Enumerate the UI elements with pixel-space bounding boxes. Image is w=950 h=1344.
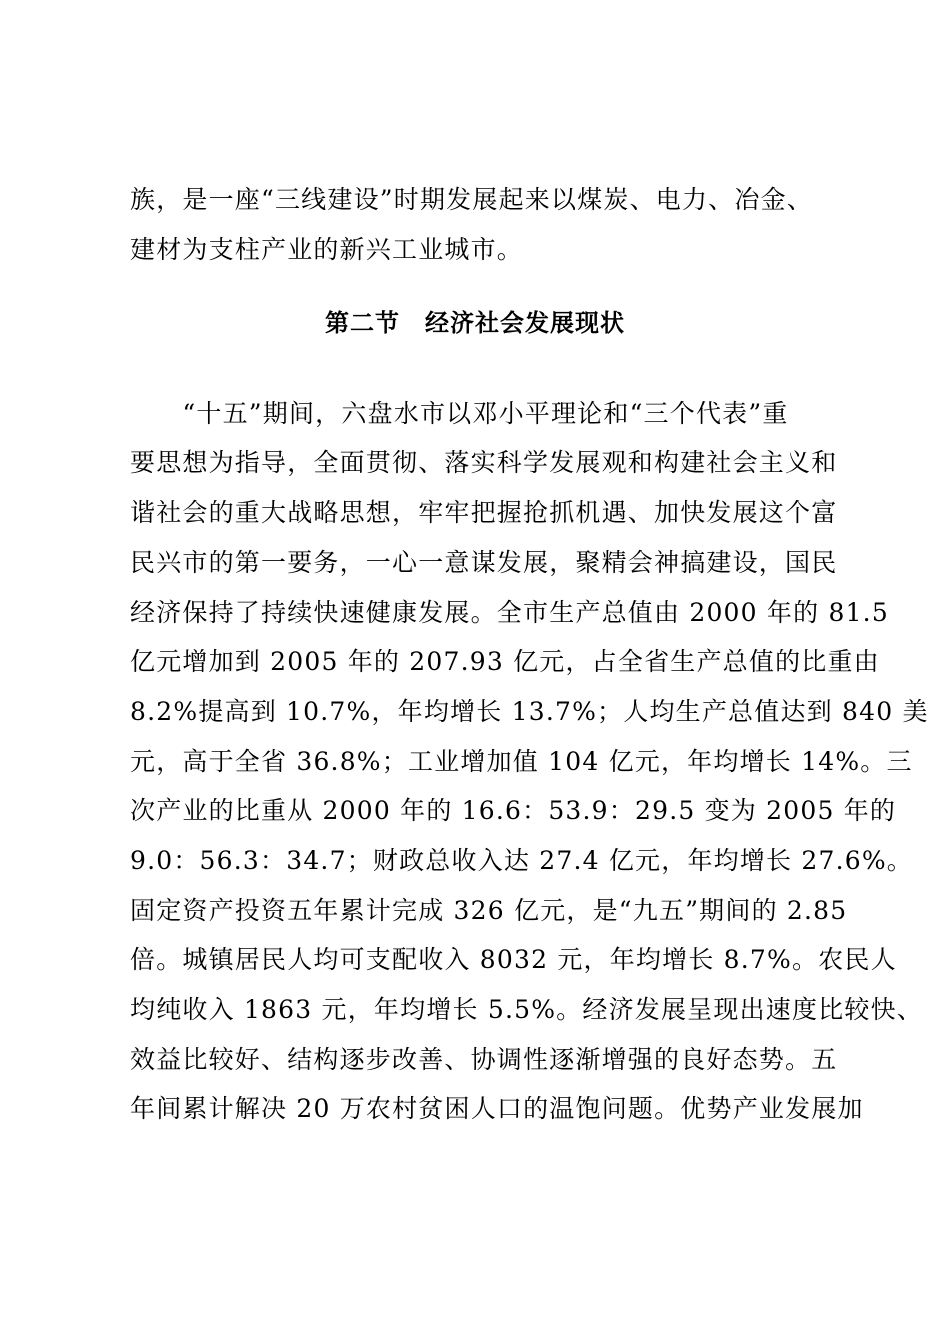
paragraph-line-13: 均纯收入 1863 元，年均增长 5.5%。经济发展呈现出速度比较快、	[130, 995, 923, 1024]
paragraph-line-11: 固定资产投资五年累计完成 326 亿元，是“九五”期间的 2.85	[130, 896, 848, 925]
paragraph-line-1: “十五”期间，六盘水市以邓小平理论和“三个代表”重	[130, 399, 789, 428]
paragraph-line-15: 年间累计解决 20 万农村贫困人口的温饱问题。优势产业发展加	[130, 1094, 864, 1123]
paragraph-line-3: 谐社会的重大战略思想，牢牢把握抢抓机遇、加快发展这个富	[130, 498, 838, 527]
paragraph-line-5: 经济保持了持续快速健康发展。全市生产总值由 2000 年的 81.5	[130, 598, 889, 627]
paragraph-line-4: 民兴市的第一要务，一心一意谋发展，聚精会神搞建设，国民	[130, 548, 838, 577]
paragraph-line-7: 8.2%提高到 10.7%，年均增长 13.7%；人均生产总值达到 840 美	[130, 697, 929, 726]
paragraph-line-14: 效益比较好、结构逐步改善、协调性逐渐增强的良好态势。五	[130, 1045, 838, 1074]
paragraph-line-9: 次产业的比重从 2000 年的 16.6：53.9：29.5 变为 2005 年的	[130, 796, 897, 825]
paragraph-line-12: 倍。城镇居民人均可支配收入 8032 元，年均增长 8.7%。农民人	[130, 945, 897, 974]
paragraph-line-6: 亿元增加到 2005 年的 207.93 亿元，占全省生产总值的比重由	[130, 647, 880, 676]
intro-line-1: 族，是一座“三线建设”时期发展起来以煤炭、电力、冶金、	[130, 185, 813, 214]
paragraph-line-2: 要思想为指导，全面贯彻、落实科学发展观和构建社会主义和	[130, 448, 838, 477]
intro-line-2: 建材为支柱产业的新兴工业城市。	[130, 235, 524, 264]
paragraph-line-10: 9.0：56.3：34.7；财政总收入达 27.4 亿元，年均增长 27.6%。	[130, 846, 914, 875]
paragraph-line-8: 元，高于全省 36.8%；工业增加值 104 亿元，年均增长 14%。三	[130, 747, 913, 776]
section-heading: 第二节 经济社会发展现状	[325, 309, 625, 337]
